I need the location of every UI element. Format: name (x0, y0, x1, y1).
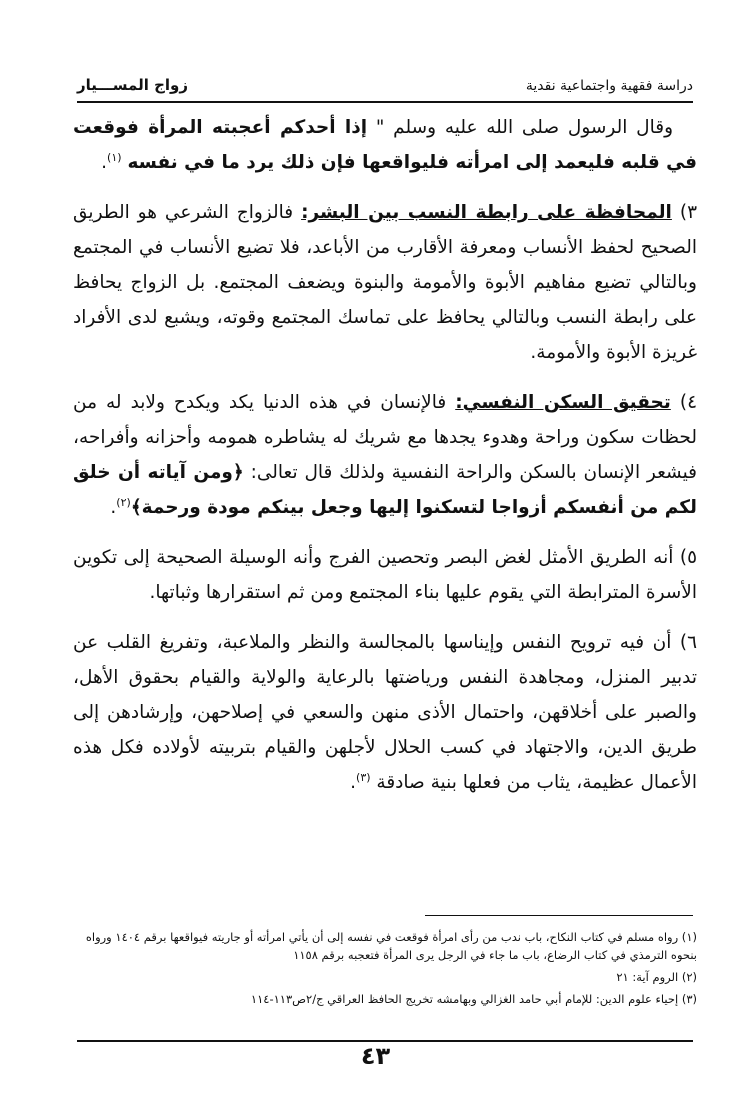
footnote-2: (٢) الروم آية: ٢١ (616, 970, 697, 984)
point-4-heading: تحقيق السكن النفسي: (455, 392, 671, 413)
footnote-ref-1: (١) (107, 150, 122, 164)
footnotes (77, 928, 697, 1012)
hadith-lead: وقال الرسول صلى الله عليه وسلم " (367, 117, 674, 138)
point-6-tail: . (350, 772, 357, 793)
paragraph-point-4 (73, 385, 697, 525)
point-3-number: ٣) (671, 202, 697, 223)
header-rule (77, 101, 693, 103)
paragraph-point-5: ٥) أنه الطريق الأمثل لغض البصر وتحصين الفرج وأنه الوسيلة الصحيحة إلى تكوين الأسرة المترابطة التي يقوم عليها بناء المجتمع ومن ثم استقرارها وثباتها. (73, 547, 697, 603)
point-6-text: ٦) أن فيه ترويح النفس وإيناسها بالمجالسة والنظر والملاعبة، وتفريغ القلب عن تدبير المنزل، ومجاهدة النفس ورياضتها بالرعاية والولاية والقيام بحقوق الأهل، والصبر على أخلاقهن، واحتمال الأذى منهن والسعي في إصلاحهن، وإرشادهن إلى طريق الدين، والاجتهاد في كسب الحلال لأجلهن والقيام بتربيته لأولاده فكل هذه الأعمال عظيمة، يثاب من فعلها بنية صادقة (73, 632, 697, 793)
footnote-ref-2: (٢) (116, 495, 131, 509)
footnote-ref-3: (٣) (356, 770, 371, 784)
point-3-text: فالزواج الشرعي هو الطريق الصحيح لحفظ الأنساب ومعرفة الأقارب من الأباعد، فلا تضيع الأنساب في المجتمع وبالتالي تضيع مفاهيم الأبوة والأمومة والبنوة ويضعف المجتمع. بل الزواج يحافظ على رابطة النسب وبالتالي يحافظ على تماسك المجتمع وقوته، ويشبع لدى الأفراد غريزة الأبوة والأمومة. (73, 202, 697, 363)
header-book-title: زواج المســـيار (77, 76, 188, 94)
footnote-separator (425, 915, 693, 916)
footnote-3: (٣) إحياء علوم الدين: للإمام أبي حامد الغزالي وبهامشه تخريج الحافظ العراقي ج/٢ص١١٣-١١٤ (250, 992, 697, 1006)
paragraph-point-3 (73, 195, 697, 370)
page-number: ٤٣ (360, 1042, 391, 1070)
point-3-heading: المحافظة على رابطة النسب بين البشر: (301, 202, 672, 223)
point-4-text: فالإنسان في هذه الدنيا يكد ويكدح ولابد له من لحظات سكون وراحة وهدوء يجدها مع شريك له يشاطره همومه وأحزانه وأفراحه، فيشعر الإنسان بالسكن والراحة النفسية ولذلك قال تعالى: (73, 392, 697, 483)
header-book-subtitle: دراسة فقهية واجتماعية نقدية (525, 78, 693, 94)
hadith-tail: . (101, 152, 108, 173)
running-header (77, 76, 693, 98)
point-4-number: ٤) (670, 392, 697, 413)
hadith-quote: إذا أحدكم أعجبته المرأة فوقعت في قلبه فليعمد إلى امرأته فليواقعها فإن ذلك يرد ما في نفسه (73, 117, 697, 173)
paragraph-hadith (73, 110, 697, 180)
paragraph-point-6 (73, 625, 697, 800)
quran-verse: ﴿ومن آياته أن خلق لكم من أنفسكم أزواجا لتسكنوا إليها وجعل بينكم مودة ورحمة﴾ (73, 462, 697, 518)
point-4-tail: . (110, 497, 117, 518)
footnote-1: (١) رواه مسلم في كتاب النكاح، باب ندب من رأى امرأة فوقعت في نفسه إلى أن يأتي امرأته أو جاريته فيواقعها برقم ١٤٠٤ ورواه بنحوه الترمذي في كتاب الرضاع، باب ما جاء في الرجل يرى المرأة فتعجبه برقم ١١٥٨ (85, 930, 697, 962)
main-text (73, 110, 697, 815)
